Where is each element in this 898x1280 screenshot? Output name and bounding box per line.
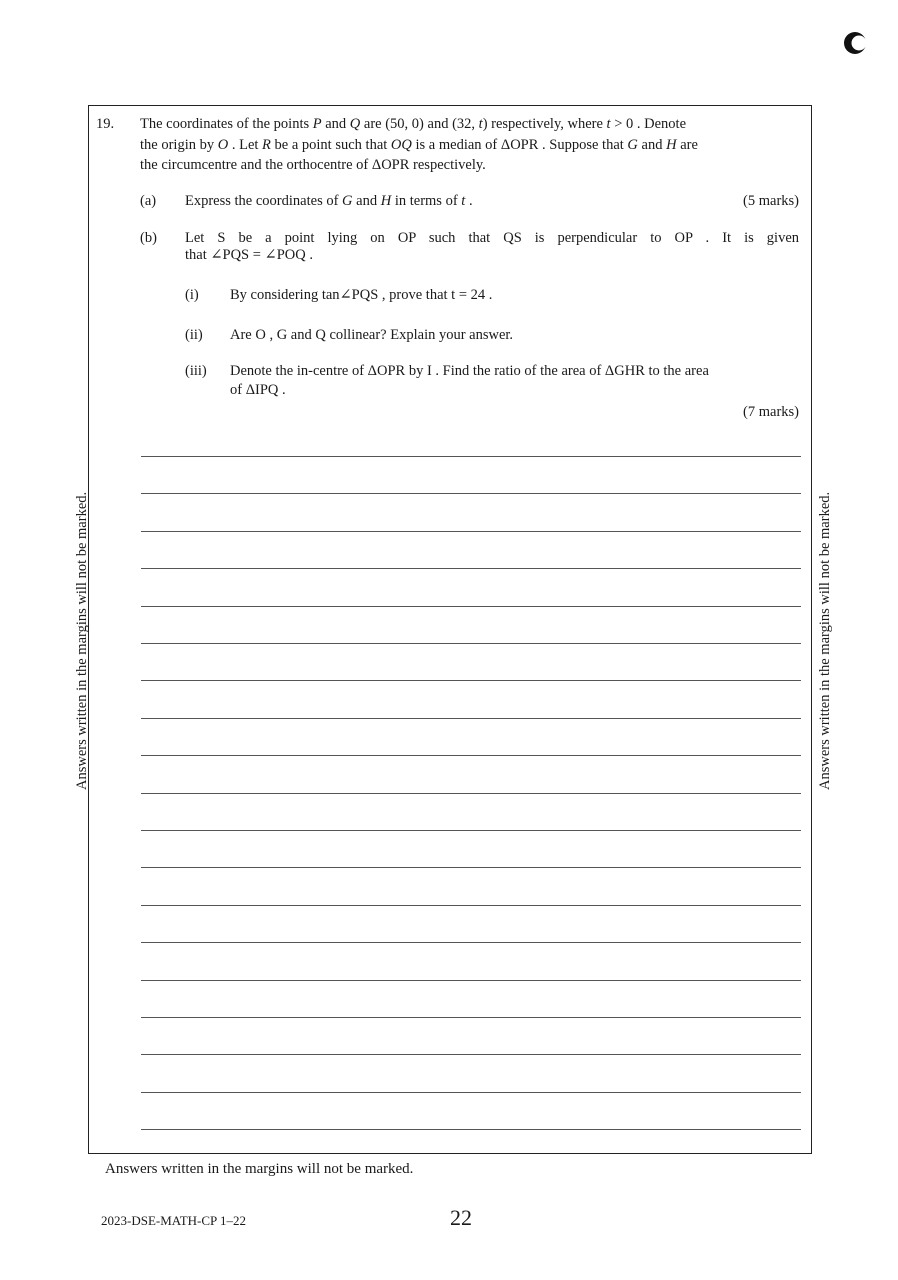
- question-stem-line-3: the circumcentre and the orthocentre of ΔOPR respectively.: [140, 157, 486, 173]
- part-b-text-line-2: that ∠PQS = ∠POQ .: [185, 247, 313, 263]
- part-b-ii-text: Are O , G and Q collinear? Explain your answer.: [230, 327, 514, 343]
- answer-line[interactable]: [141, 1092, 801, 1093]
- part-a-text: Express the coordinates of G and H in terms of t .: [185, 193, 473, 209]
- question-stem-line-1: The coordinates of the points P and Q are (50, 0) and (32, t) respectively, where t > 0 . Denote: [140, 116, 687, 132]
- part-b-iii-text-line-1: Denote the in-centre of ΔOPR by I . Find the ratio of the area of ΔGHR to the area: [230, 363, 709, 379]
- crescent-logo-icon: [842, 30, 868, 56]
- answer-line[interactable]: [141, 867, 801, 868]
- answer-line[interactable]: [141, 830, 801, 831]
- part-b-iii-text-line-2: of ΔIPQ .: [230, 382, 286, 398]
- answer-line[interactable]: [141, 531, 801, 532]
- answer-line[interactable]: [141, 1129, 801, 1130]
- answer-line[interactable]: [141, 680, 801, 681]
- page-number: 22: [450, 1205, 472, 1230]
- part-b-ii-label: (ii): [185, 327, 203, 343]
- part-b-i-text: By considering tan∠PQS , prove that t = 24 .: [230, 287, 493, 303]
- part-b-iii-label: (iii): [185, 363, 207, 379]
- answer-line[interactable]: [141, 1017, 801, 1018]
- answer-line[interactable]: [141, 1054, 801, 1055]
- answer-line[interactable]: [141, 606, 801, 607]
- answer-line[interactable]: [141, 718, 801, 719]
- part-a-label: (a): [140, 193, 157, 209]
- answer-line[interactable]: [141, 980, 801, 981]
- question-number: 19.: [96, 116, 115, 132]
- answer-line[interactable]: [141, 643, 801, 644]
- paper-code: 2023-DSE-MATH-CP 1–22: [101, 1213, 247, 1228]
- question-stem-line-2: the origin by O . Let R be a point such that OQ is a median of ΔOPR . Suppose that G and H are: [140, 137, 698, 153]
- answer-line[interactable]: [141, 493, 801, 494]
- answer-line[interactable]: [141, 793, 801, 794]
- answer-line[interactable]: [141, 755, 801, 756]
- answer-line[interactable]: [141, 942, 801, 943]
- part-b-text-line-1: Let S be a point lying on OP such that QS is perpendicular to OP . It is given: [185, 230, 799, 246]
- margin-notice-right: Answers written in the margins will not be marked.: [817, 491, 833, 790]
- answer-line[interactable]: [141, 456, 801, 457]
- part-b-label: (b): [140, 230, 157, 246]
- footer-notice: Answers written in the margins will not be marked.: [105, 1161, 414, 1177]
- margin-notice-left: Answers written in the margins will not be marked.: [74, 491, 90, 790]
- part-b-i-label: (i): [185, 287, 199, 303]
- part-b-marks: (7 marks): [743, 404, 799, 420]
- answer-line[interactable]: [141, 905, 801, 906]
- part-a-marks: (5 marks): [743, 193, 799, 209]
- answer-line[interactable]: [141, 568, 801, 569]
